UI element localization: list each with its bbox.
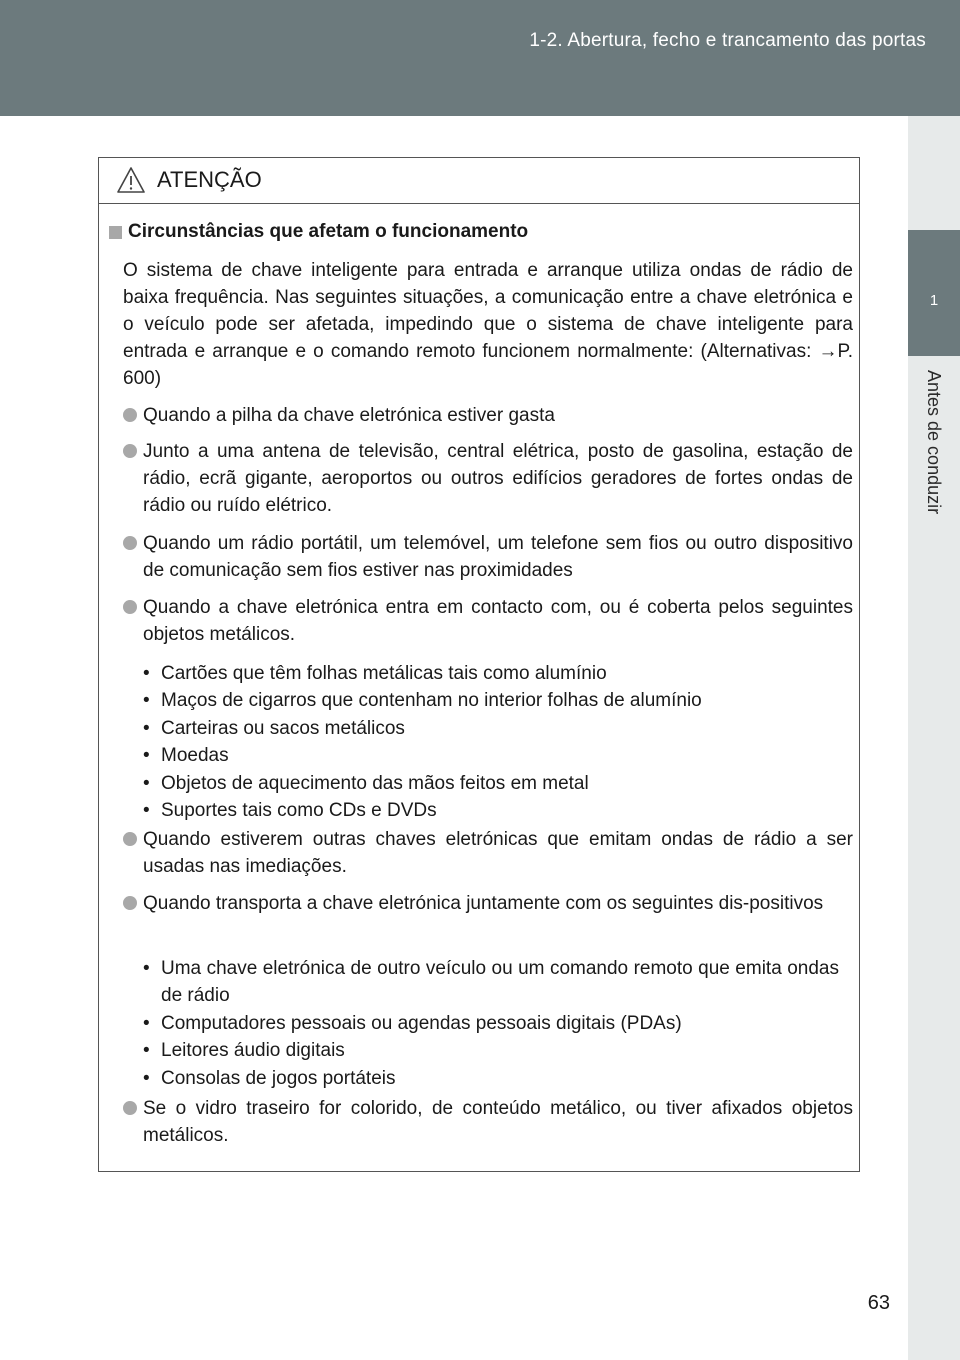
intro-paragraph: O sistema de chave inteligente para entrada e arranque utiliza ondas de rádio de baixa frequência. Nas seguintes situações, a comunicação entre a chave eletrónica e o veículo pode ser afetada, impedindo que o sistema de chave inteligente para entrada e arranque e o comando remoto funcionem normalmente: (Alternativas: →P. 600)	[123, 260, 853, 389]
page-header	[0, 0, 960, 116]
header-title: 1-2. Abertura, fecho e trancamento das portas	[529, 30, 926, 51]
sub-list-item: • Leitores áudio digitais	[143, 1040, 345, 1062]
warning-triangle-icon	[116, 166, 146, 194]
sub-list-item: • Objetos de aquecimento das mãos feitos em metal	[143, 772, 589, 794]
bullet-item: Quando transporta a chave eletrónica juntamente com os seguintes dis-positivos	[123, 890, 853, 917]
bullet-dot-icon	[123, 896, 137, 910]
square-bullet-icon	[109, 226, 122, 239]
sub-list-item: • Suportes tais como CDs e DVDs	[143, 800, 437, 822]
bullet-item: Quando a chave eletrónica entra em contacto com, ou é coberta pelos seguintes objetos metálicos.	[123, 594, 853, 648]
sub-list-item: • Cartões que têm folhas metálicas tais como alumínio	[143, 663, 607, 684]
sub-list-item: • Uma chave eletrónica de outro veículo ou um comando remoto que emita ondas de rádio	[143, 958, 839, 1007]
sub-list-item: • Computadores pessoais ou agendas pessoais digitais (PDAs)	[143, 1012, 682, 1034]
warning-header	[99, 158, 859, 204]
section-title-text: Circunstâncias que afetam o funcionamento	[128, 221, 529, 242]
section-title	[109, 221, 528, 243]
bullet-dot-icon	[123, 444, 137, 458]
bullet-dot-icon	[123, 1101, 137, 1115]
side-tab-number: 1	[929, 292, 939, 309]
warning-box	[98, 157, 860, 1172]
warning-title: ATENÇÃO	[157, 167, 262, 192]
sub-list-item: • Consolas de jogos portáteis	[143, 1067, 396, 1089]
bullet-dot-icon	[123, 600, 137, 614]
page-number: 63	[867, 1292, 890, 1314]
sub-list-item: • Carteiras ou sacos metálicos	[143, 717, 405, 739]
bullet-item: Junto a uma antena de televisão, central elétrica, posto de gasolina, estação de rádio, ecrã gigante, aeroportos ou outros edifícios geradores de fortes ondas de rádio ou ruído elétrico.	[123, 438, 853, 519]
bullet-dot-icon	[123, 832, 137, 846]
bullet-item: Quando um rádio portátil, um telemóvel, um telefone sem fios ou outro dispositivo de comunicação sem fios estiver nas proximidades	[123, 530, 853, 584]
sub-list-item: • Maços de cigarros que contenham no interior folhas de alumínio	[143, 690, 702, 712]
metal-objects-list	[143, 660, 853, 824]
bullet-dot-icon	[123, 408, 137, 422]
bullet-item: Quando a pilha da chave eletrónica estiver gasta	[123, 402, 853, 429]
devices-list	[143, 955, 853, 1092]
sub-list-item: • Moedas	[143, 745, 229, 767]
bullet-dot-icon	[123, 536, 137, 550]
bullet-item: Se o vidro traseiro for colorido, de conteúdo metálico, ou tiver afixados objetos metálicos.	[123, 1095, 853, 1149]
bullet-item: Quando estiverem outras chaves eletrónicas que emitam ondas de rádio a ser usadas nas imediações.	[123, 826, 853, 880]
side-tab-label: Antes de conduzir	[924, 370, 944, 515]
